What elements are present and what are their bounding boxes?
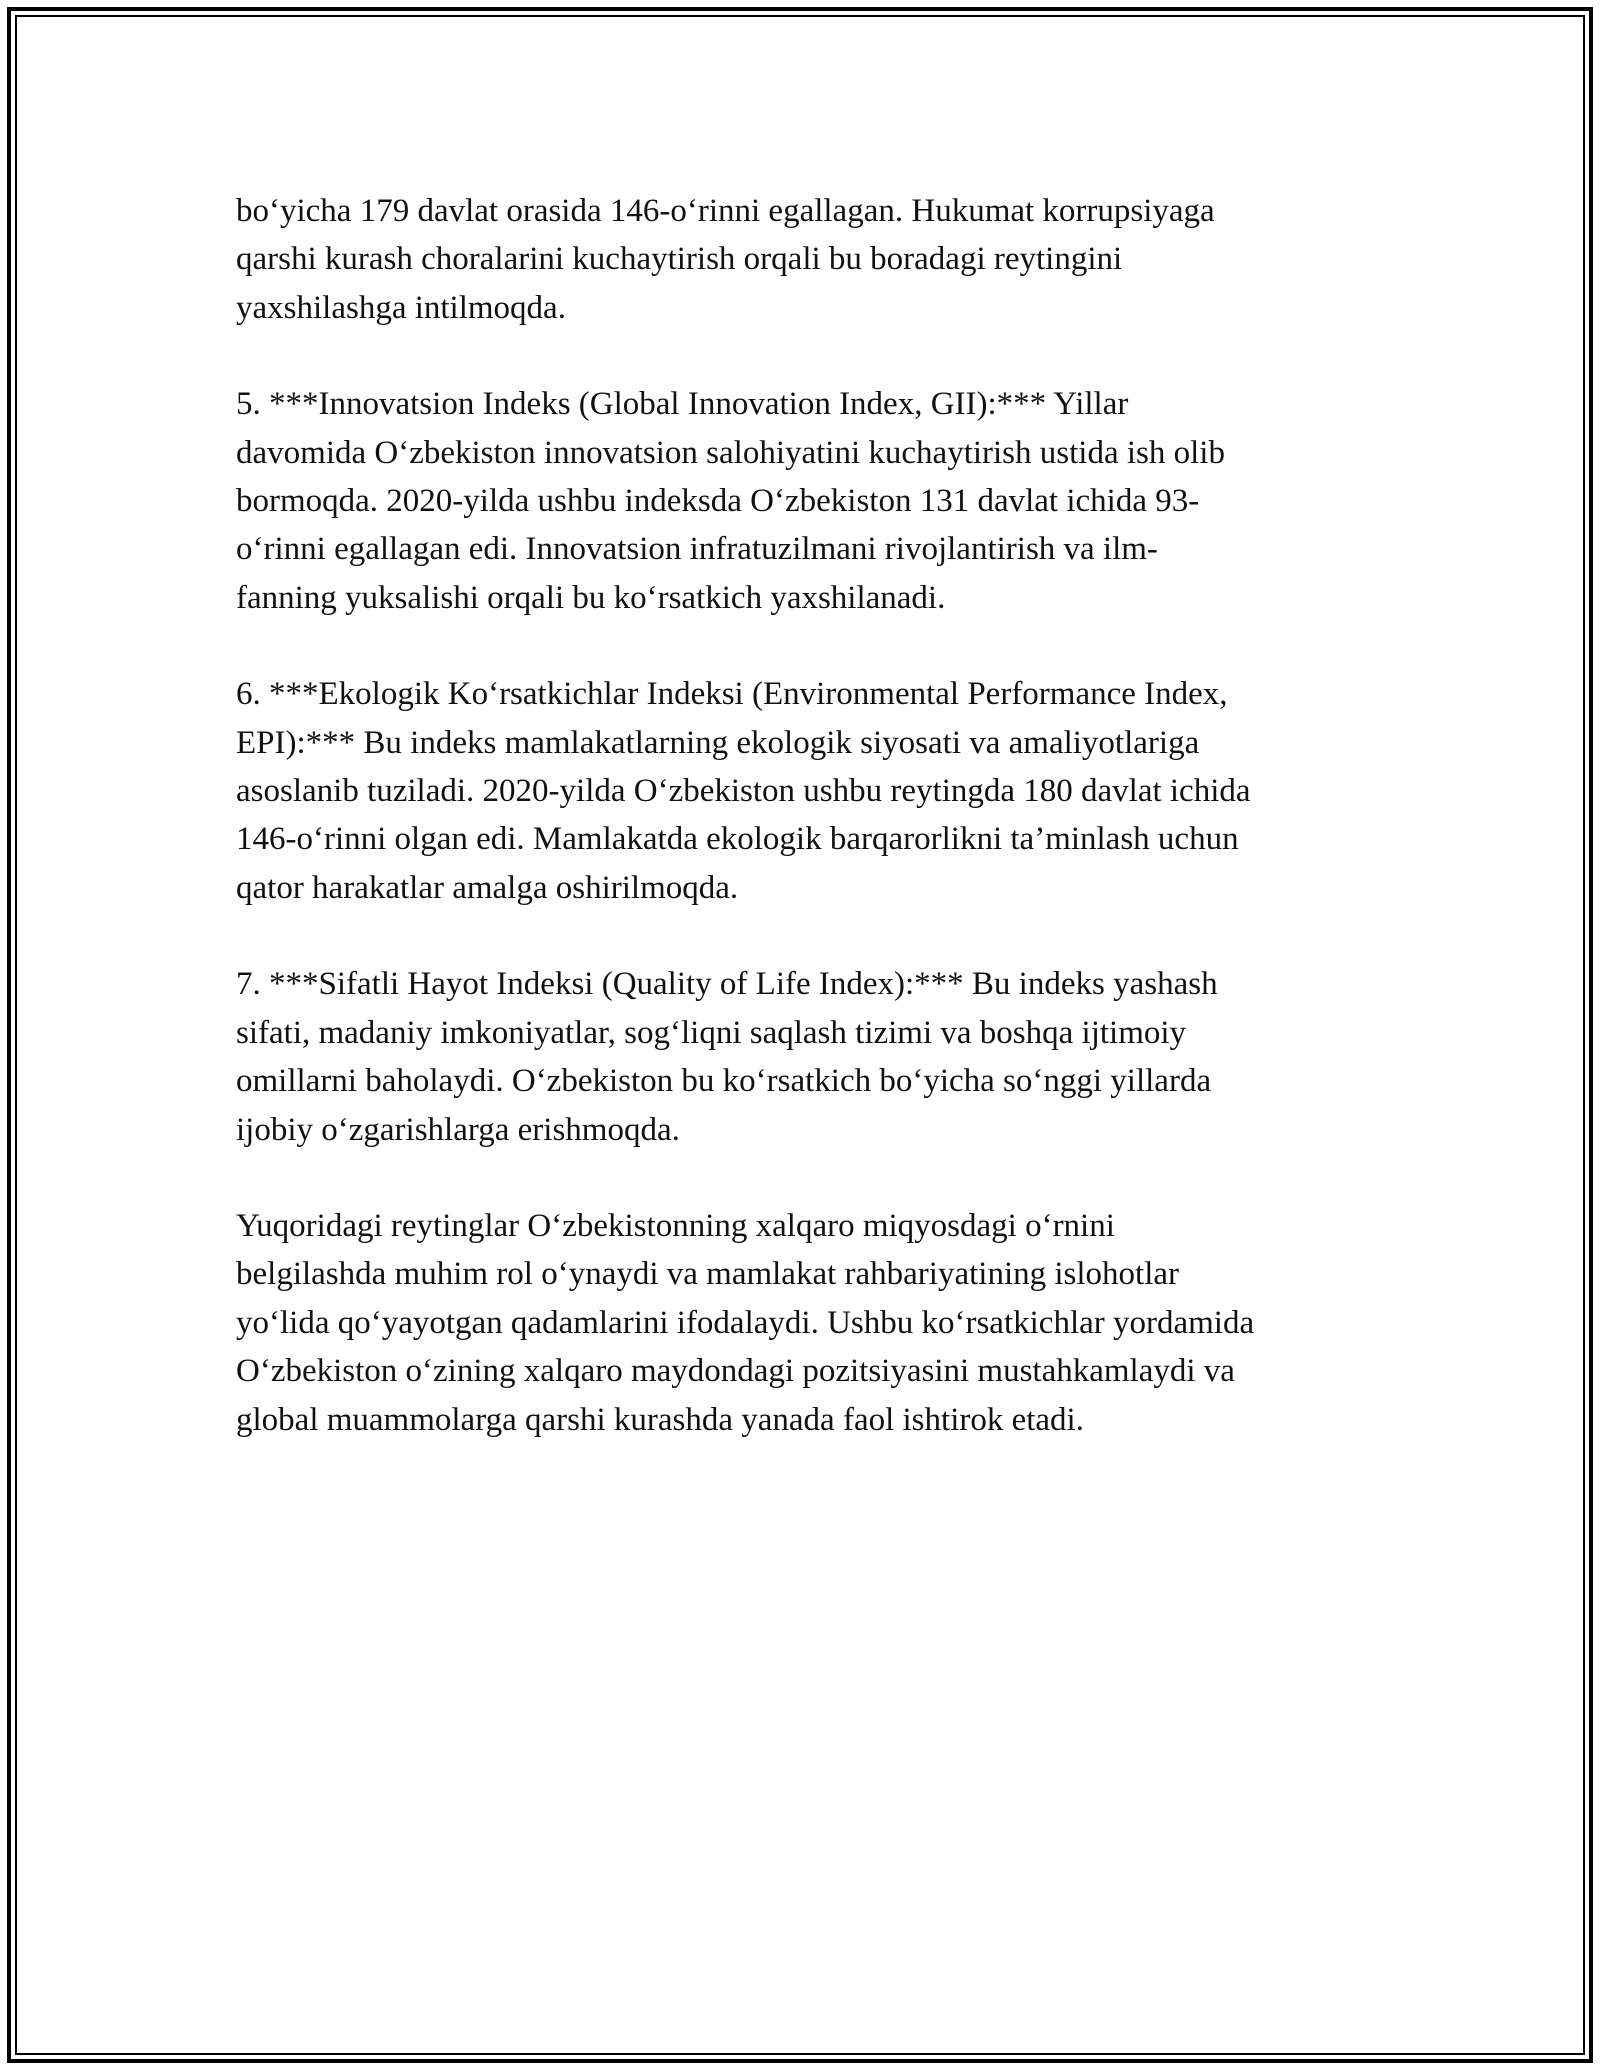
- document-body: [236, 187, 1376, 1492]
- paragraph-quality-of-life-index: 7. ***Sifatli Hayot Indeksi (Quality of Life Index):*** Bu indeks yashash sifati, madaniy imkoniyatlar, sog‘liqni saqlash tizimi va boshqa ijtimoiy omillarni baholaydi. O‘zbekiston bu ko‘rsatkich bo‘yicha so‘nggi yillarda ijobiy o‘zgarishlarga erishmoqda.: [236, 966, 1218, 1148]
- paragraph-environmental-index: 6. ***Ekologik Ko‘rsatkichlar Indeksi (Environmental Performance Index, EPI):*** Bu indeks mamlakatlarning ekologik siyosati va amaliyotlariga asoslanib tuziladi. 2020-yilda O‘zbekiston ushbu reytingda 180 davlat ichida 146-o‘rinni olgan edi. Mamlakatda ekologik barqarorlikni ta’minlash uchun qator harakatlar amalga oshirilmoqda.: [236, 676, 1251, 906]
- paragraph-innovation-index: 5. ***Innovatsion Indeks (Global Innovation Index, GII):*** Yillar davomida O‘zbekiston innovatsion salohiyatini kuchaytirish ustida ish olib bormoqda. 2020-yilda ushbu indeksda O‘zbekiston 131 davlat ichida 93- o‘rinni egallagan edi. Innovatsion infratuzilmani rivojlantirish va ilm- fanning yuksalishi orqali bu ko‘rsatkich yaxshilanadi.: [236, 386, 1225, 616]
- paragraph-corruption-continuation: bo‘yicha 179 davlat orasida 146-o‘rinni egallagan. Hukumat korrupsiyaga qarshi kurash choralarini kuchaytirish orqali bu boradagi reytingini yaxshilashga intilmoqda.: [236, 193, 1215, 326]
- paragraph-conclusion: Yuqoridagi reytinglar O‘zbekistonning xalqaro miqyosdagi o‘rnini belgilashda muhim rol o‘ynaydi va mamlakat rahbariyatining islohotlar yo‘lida qo‘yayotgan qadamlarini ifodalaydi. Ushbu ko‘rsatkichlar yordamida O‘zbekiston o‘zining xalqaro maydondagi pozitsiyasini mustahkamlaydi va global muammolarga qarshi kurashda yanada faol ishtirok etadi.: [236, 1207, 1255, 1438]
